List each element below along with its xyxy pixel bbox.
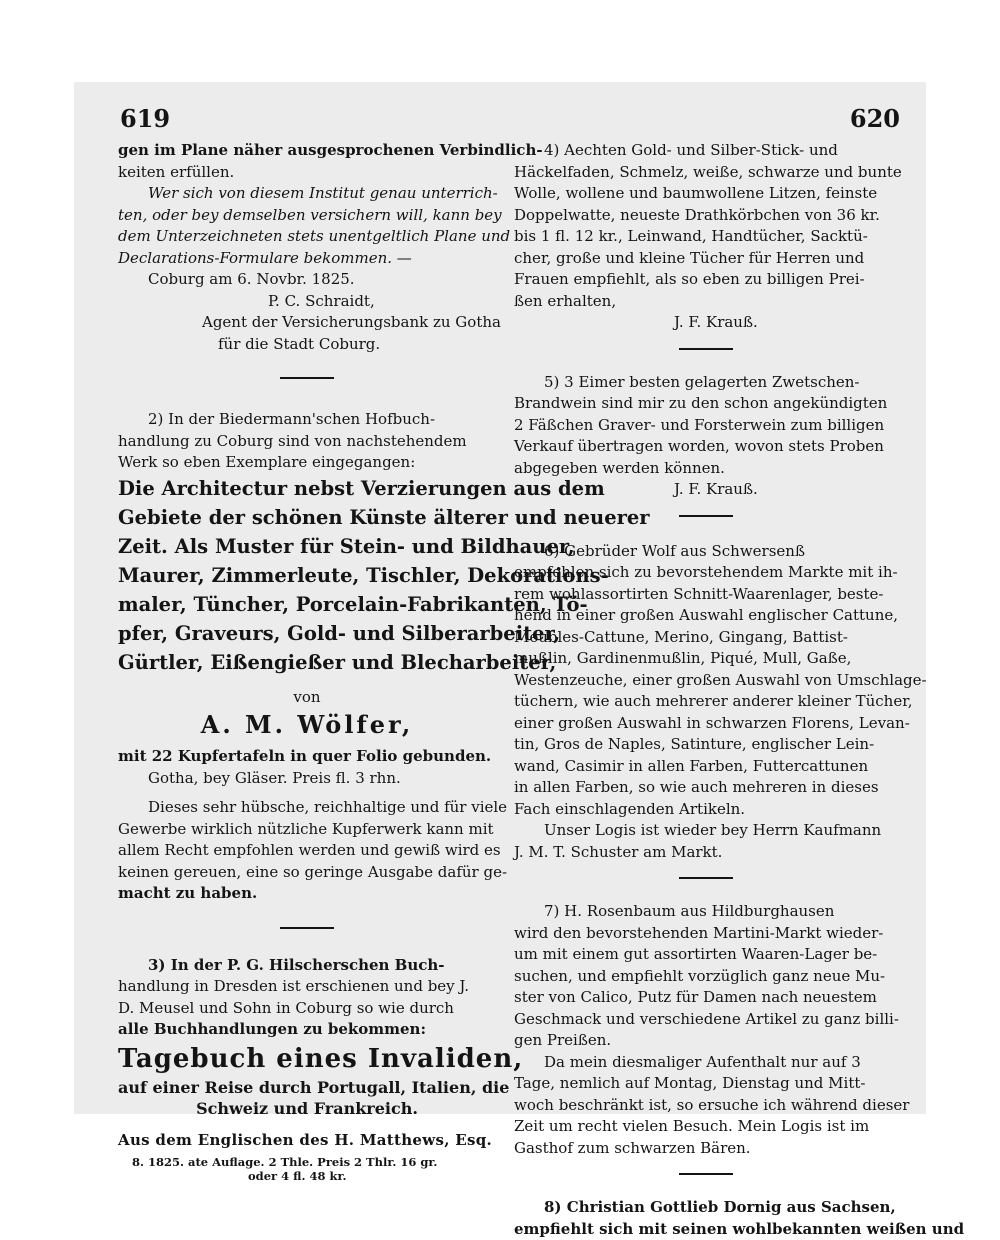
text-line: Gewerbe wirklich nützliche Kupferwerk kann mit [118,819,496,841]
text-line: um mit einem gut assortirten Waaren-Lager be- [514,944,898,966]
book-source: Aus dem Englischen des H. Matthews, Esq. [118,1130,496,1152]
text-line: Wer sich von diesem Institut genau unterrich- [118,183,496,205]
place-date: Coburg am 6. Novbr. 1825. [118,269,496,291]
text-line: 2 Fäßchen Graver- und Forsterwein zum billigen [514,415,898,437]
section-divider [679,1173,733,1175]
book-title-line: Zeit. Als Muster für Stein- und Bildhauer, [118,532,496,561]
section-divider [280,927,334,929]
text-line: cher, große und kleine Tücher für Herren und [514,248,898,270]
advert-3 [118,955,496,1184]
section-divider [679,348,733,350]
book-author: A. M. Wölfer, [118,708,496,742]
text-line: abgegeben werden können. [514,458,898,480]
text-line: Fach einschlagenden Artikeln. [514,799,898,821]
text-line: 7) H. Rosenbaum aus Hildburghausen [514,901,898,923]
von-line: von [118,687,496,709]
text-line: mußlin, Gardinenmußlin, Piqué, Mull, Gaße, [514,648,898,670]
intro-paragraph [118,140,496,355]
book-title-line: Maurer, Zimmerleute, Tischler, Dekorations- [118,561,496,590]
book-price: oder 4 fl. 48 kr. [118,1169,496,1183]
book-subtitle: Schweiz und Frankreich. [118,1098,496,1120]
text-line: 5) 3 Eimer besten gelagerten Zwetschen- [514,372,898,394]
book-title-line: maler, Tüncher, Porcelain-Fabrikanten, Tö- [118,590,496,619]
signature-role: Agent der Versicherungsbank zu Gotha [118,312,496,334]
text-line: ster von Calico, Putz für Damen nach neuestem [514,987,898,1009]
text-line: macht zu haben. [118,883,496,905]
text-line: D. Meusel und Sohn in Coburg so wie durch [118,998,496,1020]
section-divider [280,377,334,379]
text-line: keinen gereuen, eine so geringe Ausgabe dafür ge- [118,862,496,884]
text-line: in allen Farben, so wie auch mehreren in dieses [514,777,898,799]
text-line: keiten erfüllen. [118,162,496,184]
text-line: 6) Gebrüder Wolf aus Schwersenß [514,541,898,563]
text-line: empfehlen sich zu bevorstehendem Markte mit ih- [514,562,898,584]
text-line: Unser Logis ist wieder bey Herrn Kaufmann [514,820,898,842]
text-line: Zeit um recht vielen Besuch. Mein Logis ist im [514,1116,898,1138]
text-line: Doppelwatte, neueste Drathkörbchen von 36 kr. [514,205,898,227]
text-line: 4) Aechten Gold- und Silber-Stick- und [514,140,898,162]
text-line: handlung zu Coburg sind von nachstehendem [118,431,496,453]
text-line: gen im Plane näher ausgesprochenen Verbindlich- [118,140,496,162]
signature: J. F. Krauß. [514,479,898,501]
text-line: Meubles-Cattune, Merino, Gingang, Battist- [514,627,898,649]
text-line: Gotha, bey Gläser. Preis fl. 3 rhn. [118,768,496,790]
text-line: rem wohlassortirten Schnitt-Waarenlager, beste- [514,584,898,606]
text-line: 3) In der P. G. Hilscherschen Buch- [118,955,496,977]
text-line: Brandwein sind mir zu den schon angekündigten [514,393,898,415]
book-title-line: Gürtler, Eißengießer und Blecharbeiter, [118,648,496,677]
left-column [118,140,496,1183]
text-line: handlung in Dresden ist erschienen und bey J. [118,976,496,998]
text-line: tüchern, wie auch mehrerer anderer kleiner Tücher, [514,691,898,713]
signature-role: für die Stadt Coburg. [118,334,496,356]
text-line: Werk so eben Exemplare eingegangen: [118,452,496,474]
text-line: einer großen Auswahl in schwarzen Florens, Levan- [514,713,898,735]
text-line: empfiehlt sich mit seinen wohlbekannten weißen und [514,1219,898,1240]
text-line: bis 1 fl. 12 kr., Leinwand, Handtücher, Sacktü- [514,226,898,248]
text-line: ten, oder bey demselben versichern will, kann bey [118,205,496,227]
text-line: wand, Casimir in allen Farben, Futtercattunen [514,756,898,778]
advert-6 [514,541,898,864]
text-line: 8) Christian Gottlieb Dornig aus Sachsen, [514,1197,898,1219]
page-number-left: 619 [120,104,170,133]
text-line: allem Recht empfohlen werden und gewiß wird es [118,840,496,862]
text-line: woch beschränkt ist, so ersuche ich während dieser [514,1095,898,1117]
text-line: wird den bevorstehenden Martini-Markt wieder- [514,923,898,945]
text-line: Frauen empfiehlt, als so eben zu billigen Prei- [514,269,898,291]
section-divider [679,877,733,879]
text-line: gen Preißen. [514,1030,898,1052]
text-line: alle Buchhandlungen zu bekommen: [118,1019,496,1041]
advert-4 [514,140,898,334]
text-line: Dieses sehr hübsche, reichhaltige und für viele [118,797,496,819]
advert-7 [514,901,898,1159]
text-line: Tage, nemlich auf Montag, Dienstag und Mitt- [514,1073,898,1095]
right-column [514,140,898,1240]
text-line: Gasthof zum schwarzen Bären. [514,1138,898,1160]
text-line: 2) In der Biedermann'schen Hofbuch- [118,409,496,431]
signature: J. F. Krauß. [514,312,898,334]
text-line: Geschmack und verschiedene Artikel zu ganz billi- [514,1009,898,1031]
text-line: mit 22 Kupfertafeln in quer Folio gebunden. [118,746,496,768]
signature-name: P. C. Schraidt, [118,291,496,313]
text-line: ßen erhalten, [514,291,898,313]
advert-8 [514,1197,898,1240]
advert-5 [514,372,898,501]
book-title-line: Die Architectur nebst Verzierungen aus dem [118,474,496,503]
text-line: Da mein diesmaliger Aufenthalt nur auf 3 [514,1052,898,1074]
text-line: hend in einer großen Auswahl englischer Cattune, [514,605,898,627]
text-line: Verkauf übertragen worden, wovon stets Proben [514,436,898,458]
book-subtitle: auf einer Reise durch Portugall, Italien, die [118,1077,496,1099]
text-line: J. M. T. Schuster am Markt. [514,842,898,864]
book-title-line: Gebiete der schönen Künste älterer und neuerer [118,503,496,532]
text-line: tin, Gros de Naples, Satinture, englischer Lein- [514,734,898,756]
text-line: dem Unterzeichneten stets unentgeltlich Plane und [118,226,496,248]
scanned-page-spread [74,82,926,1114]
book-title-line: pfer, Graveurs, Gold- und Silberarbeiter, [118,619,496,648]
advert-2 [118,409,496,905]
section-divider [679,515,733,517]
text-line: Westenzeuche, einer großen Auswahl von Umschlage- [514,670,898,692]
text-line: suchen, und empfiehlt vorzüglich ganz neue Mu- [514,966,898,988]
book-title: Tagebuch eines Invaliden, [118,1041,496,1077]
text-line: Häckelfaden, Schmelz, weiße, schwarze und bunte [514,162,898,184]
page-number-right: 620 [850,104,900,133]
book-price: 8. 1825. ate Auflage. 2 Thle. Preis 2 Thlr. 16 gr. [118,1155,496,1169]
text-line: Declarations-Formulare bekommen. — [118,248,496,270]
text-line: Wolle, wollene und baumwollene Litzen, feinste [514,183,898,205]
